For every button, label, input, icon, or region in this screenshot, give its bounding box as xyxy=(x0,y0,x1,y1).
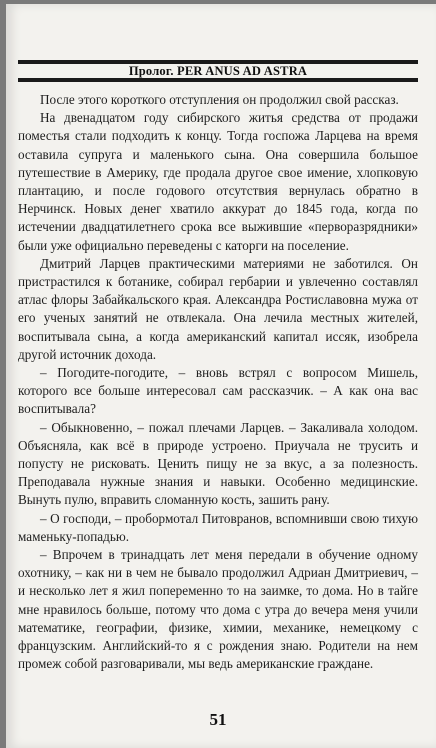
paragraph: – Обыкновенно, – пожал плечами Ларцев. – Закаливала холодом. Объясняла, как всё в природе устроено. Приучала не трусить и попусту не рисковать. Ценить пищу не за вкус, а за полезность. Преподавала нужные знания и навыки. Особенно медицинские. Вынуть пулю, вправить сломанную кость, зашить рану. xyxy=(18,419,418,508)
paragraph: – Погодите-погодите, – вновь встрял с вопросом Мишель, которого все больше интересовал сам рассказчик. – А как она вас воспитывала? xyxy=(18,365,418,417)
paragraph: Дмитрий Ларцев практическими материями не заботился. Он пристрастился к ботанике, собирал гербарии и увлеченно составлял атлас флоры Забайкальского края. Александра Ростиславовна мужа от его ученых занятий не отвлекала. Она лечила местных жителей, воспитывала сына, а когда американский капитал иссяк, изобрела другой источник дохода. xyxy=(18,255,418,362)
running-header xyxy=(18,60,418,82)
body-text xyxy=(18,91,418,674)
running-title: Пролог. PER ANUS AD ASTRA xyxy=(123,64,313,78)
paragraph: – О господи, – пробормотал Питовранов, вспомнивши свою тихую маменьку-попадью. xyxy=(18,510,418,544)
paragraph: На двенадцатом году сибирского житья средства от продажи поместья стали подходить к концу. Тогда госпожа Ларцева на время оставила супруга и маленького сына. Она совершила большое путешествие в Америку, где продала другое свое имение, хлопковую плантацию, и после годового отсутствия вернулась обратно в Нерчинск. Новых денег хватило аккурат до 1845 года, когда по истечении двадцатилетнего срока все выжившие «перворазрядники» были уже официально переведены с каторги на поселение. xyxy=(18,110,418,253)
paragraph: После этого короткого отступления он продолжил свой рассказ. xyxy=(40,92,399,107)
page-number: 51 xyxy=(209,710,227,729)
paragraph: – Впрочем в тринадцать лет меня передали в обучение одному охотнику, – как ни в чем не бывало продолжил Адриан Дмитриевич, – и несколько лет я жил попеременно то на заимке, то дома. Но в тайге мне нравилось больше, потому что дома с утра до вечера меня учили математике, географии, физике, химии, механике, немецкому с французским. Английский-то я с рождения знаю. Родители на нем промеж собой разговаривали, мы ведь американские граждане. xyxy=(18,547,418,672)
